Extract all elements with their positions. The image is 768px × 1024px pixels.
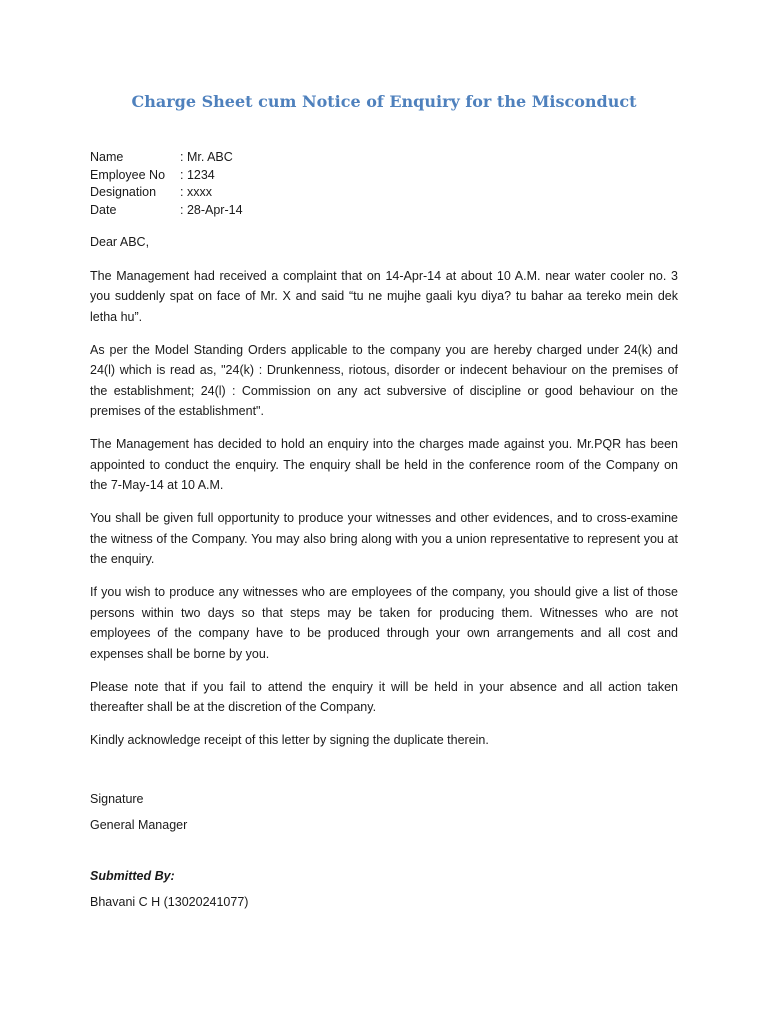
salutation: Dear ABC, [90, 235, 150, 249]
detail-value: : Mr. ABC [180, 150, 233, 164]
paragraph-complaint: The Management had received a complaint that on 14-Apr-14 at about 10 A.M. near water cooler no. 3 you suddenly spat on face of Mr. X and said “tu ne mujhe gaali kyu diya? tu bahar aa tereko mein dek letha hu”. [90, 268, 678, 324]
detail-row-designation [90, 184, 243, 202]
detail-row-date [90, 202, 243, 220]
signature-label: Signature [90, 792, 144, 806]
signature-block [90, 789, 187, 841]
paragraph-charges: As per the Model Standing Orders applicable to the company you are hereby charged under 24(k) and 24(l) which is read as, "24(k) : Drunkenness, riotous, disorder or indecent behaviour on the premises of the establishment; 24(l) : Commission on any act subversive of discipline or good behaviour on the premises of the establishment". [90, 342, 678, 418]
detail-value: : xxxx [180, 185, 212, 199]
paragraph-enquiry: The Management has decided to hold an enquiry into the charges made against you. Mr.PQR has been appointed to conduct the enquiry. The enquiry shall be held in the conference room of the Company on the 7-May-14 at 10 A.M. [90, 437, 678, 492]
submitted-by-name: Bhavani C H (13020241077) [90, 895, 249, 909]
paragraph-absence: Please note that if you fail to attend the enquiry it will be held in your absence and all action taken thereafter shall be at the discretion of the Company. [90, 679, 678, 714]
submitted-by-label: Submitted By: [90, 869, 175, 883]
detail-row-employee-no [90, 167, 243, 185]
submitted-block [90, 866, 248, 918]
document-title: Charge Sheet cum Notice of Enquiry for the Misconduct [131, 92, 637, 111]
detail-row-name [90, 149, 243, 167]
detail-value: : 1234 [180, 167, 215, 182]
paragraph-opportunity: You shall be given full opportunity to produce your witnesses and other evidences, and to cross-examine the witness of the Company. You may also bring along with you a union representative to represent you at the enquiry. [90, 511, 678, 566]
detail-label: Employee No [90, 167, 166, 182]
detail-label: Date [90, 202, 117, 217]
detail-label: Designation [90, 185, 157, 199]
paragraph-acknowledge: Kindly acknowledge receipt of this letter by signing the duplicate therein. [90, 733, 489, 747]
detail-value: : 28-Apr-14 [180, 202, 243, 217]
letter-body [90, 232, 678, 763]
paragraph-witnesses: If you wish to produce any witnesses who are employees of the company, you should give a list of those persons within two days so that steps may be taken for producing them. Witnesses who are not employees of the company have to be produced through your own arrangements and all cost and expenses shall be borne by you. [90, 585, 678, 661]
signer-designation: General Manager [90, 818, 188, 832]
detail-label: Name [90, 150, 124, 164]
employee-details [90, 149, 243, 219]
